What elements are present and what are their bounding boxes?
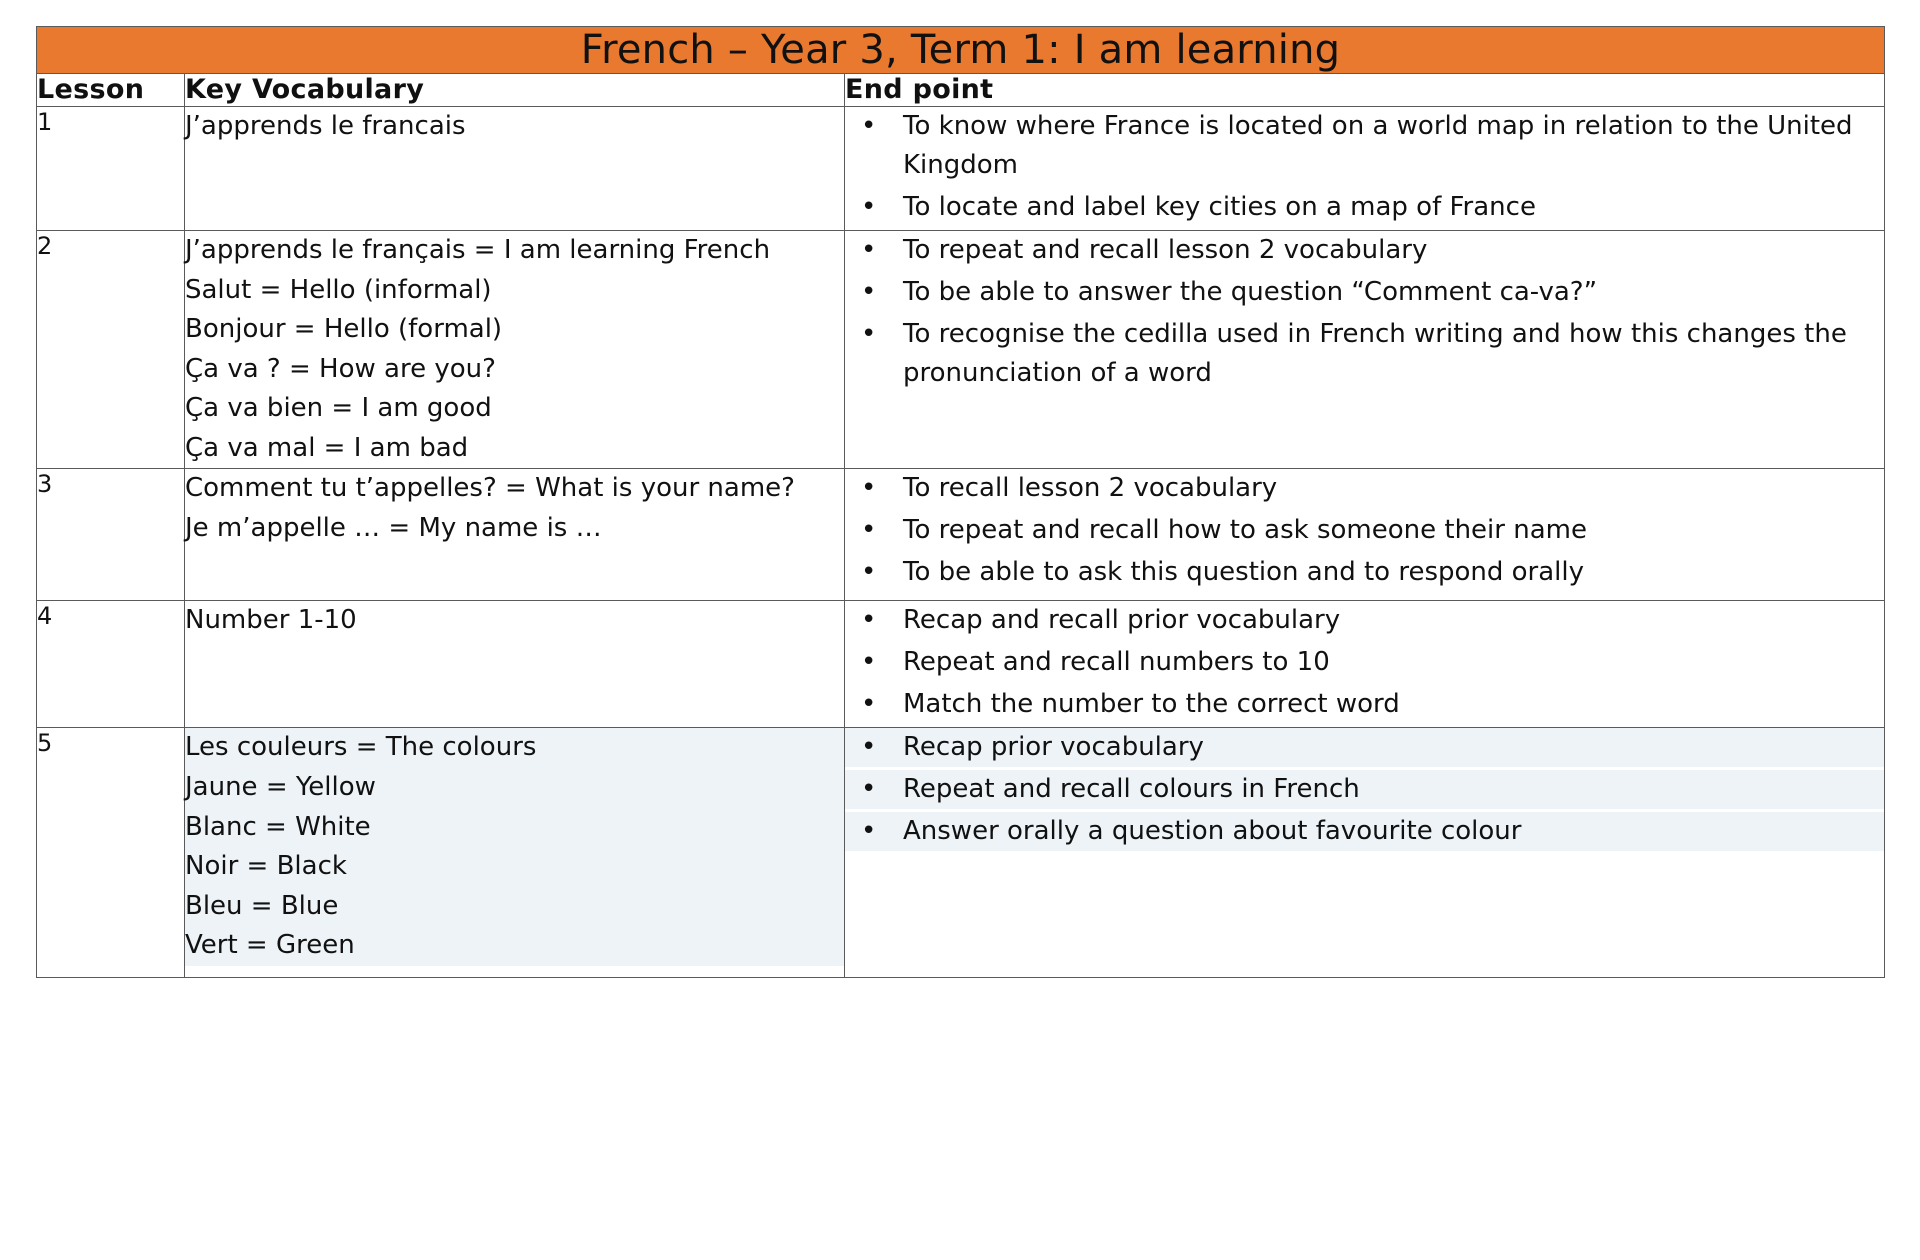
table-row [37,107,1885,231]
end-point-list [845,728,1884,851]
curriculum-table [36,26,1885,978]
column-header-lesson [37,74,185,107]
bullet-icon: • [861,319,877,350]
vocabulary-item: Comment tu t’appelles? = What is your name? [185,473,795,504]
table-row [37,601,1885,728]
end-point-text: Repeat and recall colours in French [903,774,1360,805]
end-point-text: Repeat and recall numbers to 10 [903,647,1330,678]
end-point-cell [845,469,1885,601]
end-point-item [845,601,1884,640]
end-point-cell [845,231,1885,469]
end-point-text: To recall lesson 2 vocabulary [903,473,1278,504]
end-point-item [845,273,1884,312]
column-header-endpoint-label: End point [845,74,994,105]
end-point-item [845,315,1884,393]
end-point-text: To be able to answer the question “Comment ca-va?” [903,277,1598,308]
end-point-text: To be able to ask this question and to respond orally [903,557,1585,588]
key-vocabulary-cell [185,231,845,469]
bullet-icon: • [861,515,877,546]
lesson-number: 3 [37,470,53,499]
end-point-text: Answer orally a question about favourite colour [903,816,1522,847]
lesson-number-cell [37,107,185,231]
end-point-item [845,553,1884,592]
table-row [37,231,1885,469]
vocabulary-item: J’apprends le francais [185,111,466,142]
lesson-number: 2 [37,232,53,261]
end-point-list [845,107,1884,227]
end-point-text: Recap and recall prior vocabulary [903,605,1341,636]
end-point-text: To recognise the cedilla used in French writing and how this changes the pronunciation of a word [903,319,1847,389]
vocabulary-item: Ça va bien = I am good [185,393,492,424]
bullet-icon: • [861,774,877,805]
end-point-item [845,107,1884,185]
lesson-number: 5 [37,729,53,758]
end-point-item [845,511,1884,550]
bullet-icon: • [861,689,877,720]
end-point-text: Match the number to the correct word [903,689,1400,720]
key-vocabulary-cell [185,107,845,231]
key-vocabulary-cell [185,728,845,978]
vocabulary-item: Number 1-10 [185,605,357,636]
vocabulary-list [185,107,844,147]
vocabulary-item: Vert = Green [185,926,844,966]
end-point-list [845,231,1884,393]
end-point-list [845,469,1884,592]
end-point-cell [845,107,1885,231]
bullet-icon: • [861,111,877,142]
end-point-text: To repeat and recall lesson 2 vocabulary [903,235,1428,266]
bullet-icon: • [861,816,877,847]
end-point-text: Recap prior vocabulary [903,732,1204,763]
vocabulary-item: Les couleurs = The colours [185,728,844,768]
end-point-item [845,770,1884,809]
lesson-number-cell [37,469,185,601]
bullet-icon: • [861,557,877,588]
key-vocabulary-cell [185,601,845,728]
end-point-item [845,469,1884,508]
vocabulary-list [185,469,844,548]
document-title-cell [37,27,1885,74]
bullet-icon: • [861,647,877,678]
vocabulary-item: Ça va mal = I am bad [185,432,469,463]
end-point-text: To repeat and recall how to ask someone their name [903,515,1587,546]
vocabulary-item: Salut = Hello (informal) [185,274,492,305]
end-point-list [845,601,1884,724]
end-point-cell [845,601,1885,728]
vocabulary-item: Blanc = White [185,808,844,848]
vocabulary-item: Je m’appelle … = My name is … [185,513,602,543]
vocabulary-list [185,231,844,468]
lesson-number-cell [37,728,185,978]
lesson-number: 4 [37,602,53,631]
lesson-number-cell [37,601,185,728]
vocabulary-item: Bonjour = Hello (formal) [185,314,503,345]
vocabulary-item: Jaune = Yellow [185,768,844,808]
end-point-item [845,728,1884,767]
bullet-icon: • [861,605,877,636]
bullet-icon: • [861,192,877,223]
bullet-icon: • [861,277,877,308]
end-point-text: To know where France is located on a world map in relation to the United Kingdom [903,111,1853,181]
vocabulary-list [185,728,844,965]
column-header-vocabulary-label: Key Vocabulary [185,74,425,105]
bullet-icon: • [861,235,877,266]
end-point-item [845,188,1884,227]
end-point-text: To locate and label key cities on a map of France [903,192,1536,223]
vocabulary-item: Ça va ? = How are you? [185,353,496,384]
lesson-number-cell [37,231,185,469]
column-header-endpoint [845,74,1885,107]
bullet-icon: • [861,732,877,763]
lesson-number: 1 [37,108,53,137]
vocabulary-list [185,601,844,641]
end-point-item [845,643,1884,682]
vocabulary-item: Noir = Black [185,847,844,887]
end-point-cell [845,728,1885,978]
end-point-item [845,812,1884,851]
vocabulary-item: J’apprends le français = I am learning French [185,235,771,266]
column-header-vocabulary [185,74,845,107]
page-title: French – Year 3, Term 1: I am learning [580,27,1341,73]
vocabulary-item: Bleu = Blue [185,887,844,927]
end-point-item [845,685,1884,724]
title-row [37,27,1885,74]
column-header-lesson-label: Lesson [37,74,145,105]
table-row [37,469,1885,601]
table-header-row [37,74,1885,107]
table-row [37,728,1885,978]
table-body [37,27,1885,978]
bullet-icon: • [861,473,877,504]
end-point-item [845,231,1884,270]
key-vocabulary-cell [185,469,845,601]
